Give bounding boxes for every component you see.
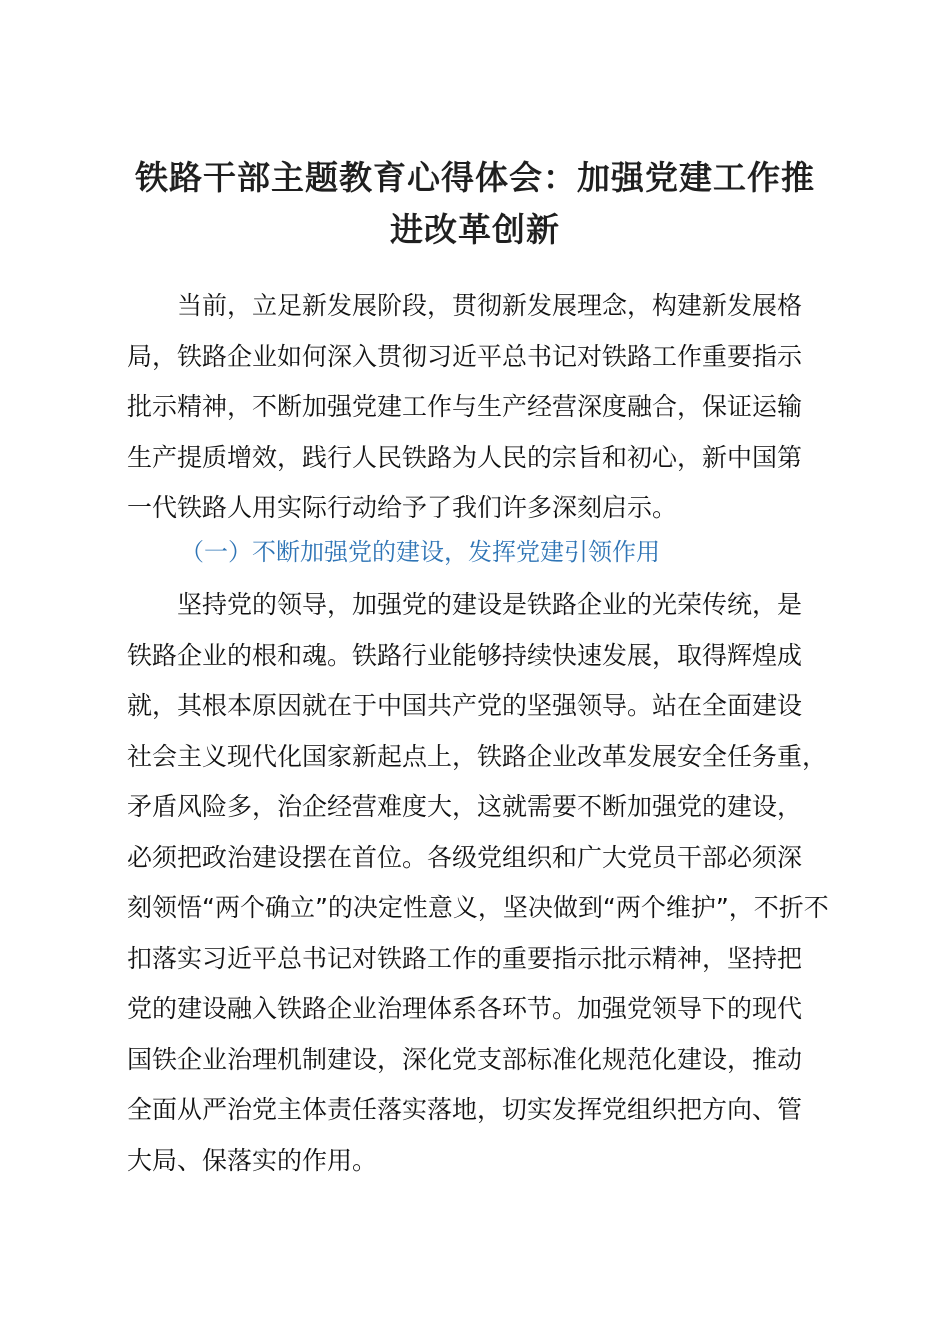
- paragraph-line: 必须把政治建设摆在首位。各级党组织和广大党员干部必须深: [127, 842, 803, 872]
- paragraph-line: 坚持党的领导，加强党的建设是铁路企业的光荣传统，是: [127, 590, 803, 619]
- paragraph-line: 局，铁路企业如何深入贯彻习近平总书记对铁路工作重要指示: [127, 341, 803, 371]
- paragraph-intro: [127, 281, 837, 534]
- paragraph-line: 全面从严治党主体责任落实落地，切实发挥党组织把方向、管: [127, 1095, 803, 1124]
- paragraph-line: 生产提质增效，践行人民铁路为人民的宗旨和初心，新中国第: [127, 442, 803, 472]
- paragraph-party-building: [127, 580, 837, 1186]
- title-line-1: 铁路干部主题教育心得体会：加强党建工作推: [135, 158, 815, 197]
- paragraph-line: 当前，立足新发展阶段，贯彻新发展理念，构建新发展格: [127, 291, 803, 320]
- paragraph-line: 批示精神，不断加强党建工作与生产经营深度融合，保证运输: [127, 392, 803, 421]
- section-heading: （一）不断加强党的建设，发挥党建引领作用: [180, 538, 660, 566]
- document-title: [100, 152, 850, 256]
- paragraph-line: 扣落实习近平总书记对铁路工作的重要指示批示精神，坚持把: [127, 943, 803, 973]
- paragraph-line: 一代铁路人用实际行动给予了我们许多深刻启示。: [127, 493, 678, 522]
- paragraph-line: 刻领悟“两个确立”的决定性意义，坚决做到“两个维护”，不折不: [127, 893, 829, 922]
- paragraph-line: 矛盾风险多，治企经营难度大，这就需要不断加强党的建设，: [127, 792, 803, 821]
- paragraph-line: 党的建设融入铁路企业治理体系各环节。加强党领导下的现代: [127, 994, 803, 1023]
- paragraph-line: 大局、保落实的作用。: [127, 1145, 378, 1175]
- title-line-2: 进改革创新: [390, 210, 560, 249]
- paragraph-line: 社会主义现代化国家新起点上，铁路企业改革发展安全任务重，: [127, 741, 828, 771]
- paragraph-line: 就，其根本原因就在于中国共产党的坚强领导。站在全面建设: [127, 691, 803, 720]
- paragraph-line: 铁路企业的根和魂。铁路行业能够持续快速发展，取得辉煌成: [127, 640, 803, 670]
- paragraph-line: 国铁企业治理机制建设，深化党支部标准化规范化建设，推动: [127, 1044, 803, 1074]
